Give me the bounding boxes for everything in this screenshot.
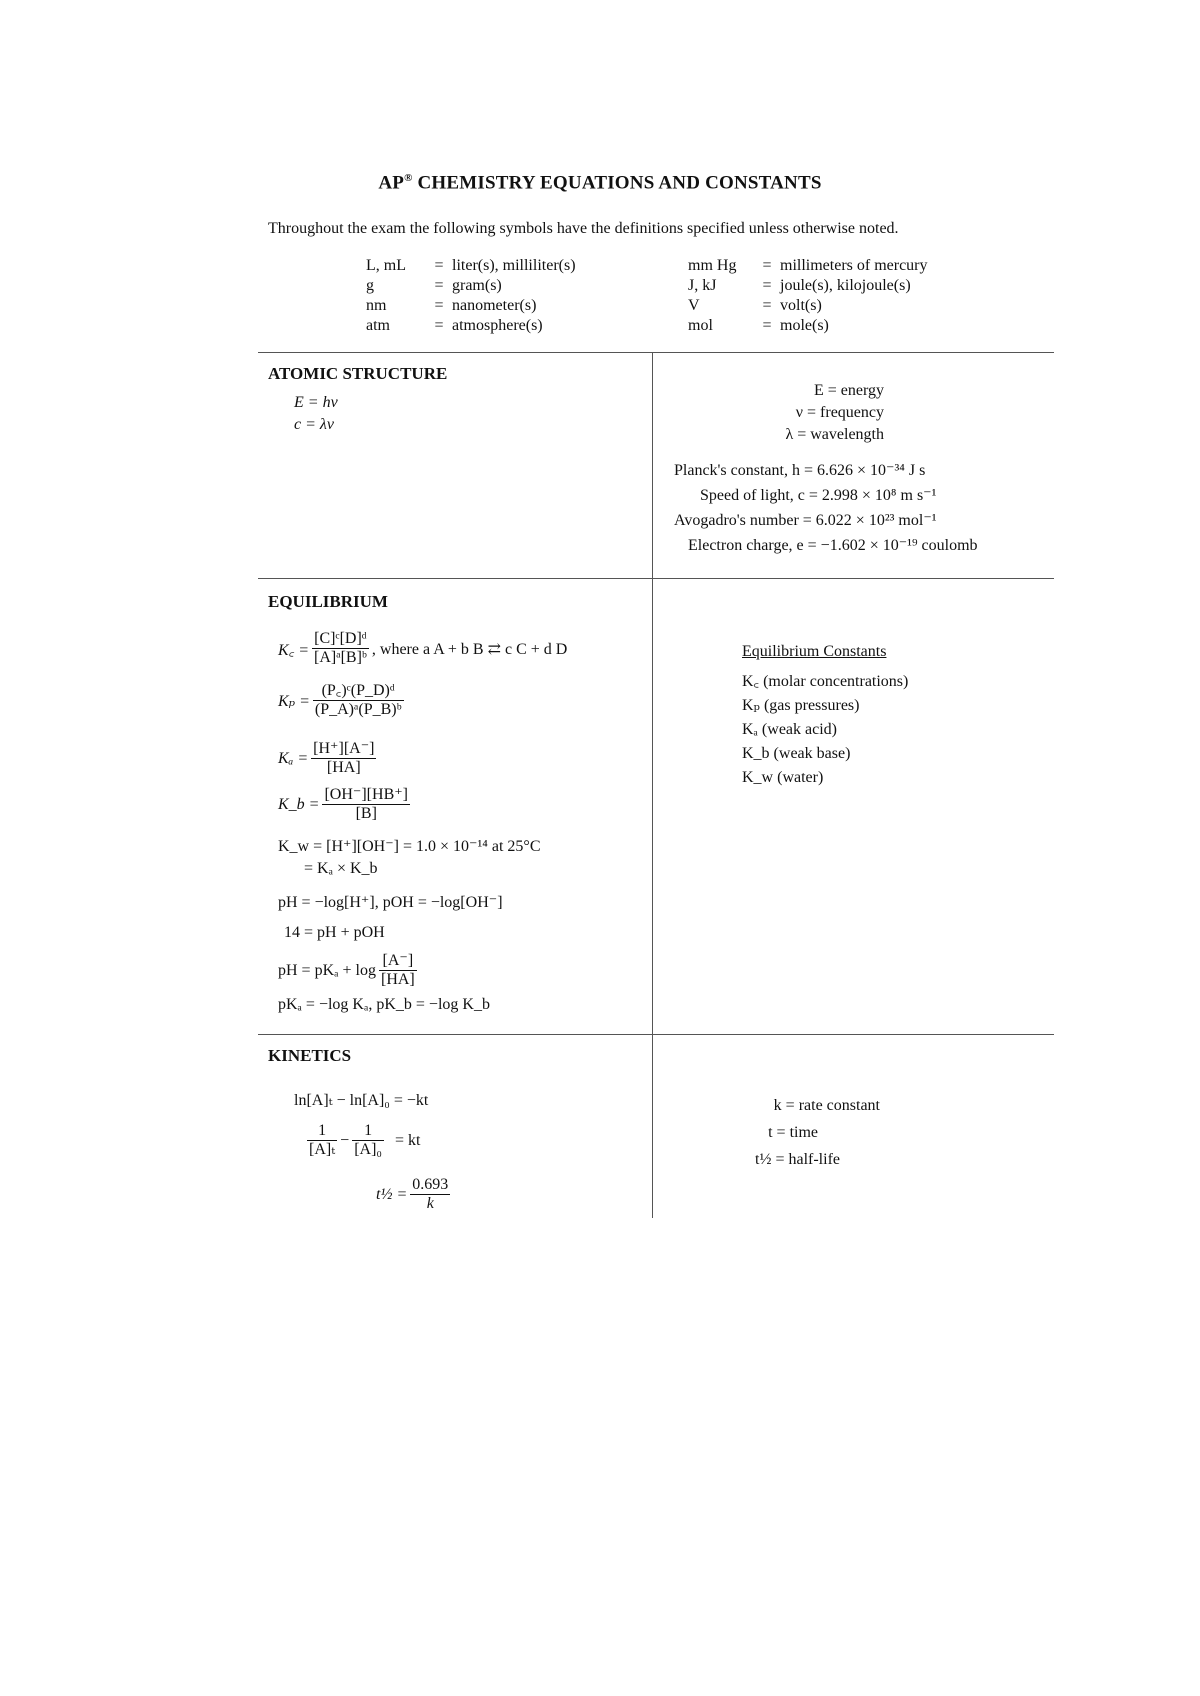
atomic-variables bbox=[764, 380, 884, 446]
def-meaning: millimeters of mercury bbox=[780, 257, 928, 274]
column-divider bbox=[652, 352, 653, 1218]
second-order-rhs: = kt bbox=[394, 1131, 421, 1149]
def-meaning: nanometer(s) bbox=[452, 297, 537, 314]
def-symbol: nm bbox=[366, 297, 387, 314]
definitions-left bbox=[366, 256, 576, 336]
equation-kw-product: = Kₐ × K_b bbox=[304, 860, 378, 877]
kc-reaction: , where a A + b B ⇄ c C + d D bbox=[371, 640, 568, 658]
equilibrium-constants-title: Equilibrium Constants bbox=[742, 643, 887, 660]
variable-energy: E = energy bbox=[813, 382, 884, 399]
definition-row bbox=[688, 316, 928, 336]
half-life-numerator: 0.693 bbox=[412, 1176, 449, 1193]
frac2-numerator: 1 bbox=[352, 1122, 384, 1141]
kb-numerator: [OH⁻][HB⁺] bbox=[324, 786, 409, 803]
def-meaning: gram(s) bbox=[452, 277, 502, 294]
variable-wavelength: λ = wavelength bbox=[785, 426, 884, 443]
kb-lhs: K_b = bbox=[278, 795, 320, 813]
half-life-fraction bbox=[410, 1176, 450, 1213]
equation-half-life bbox=[376, 1176, 453, 1213]
def-equals: = bbox=[762, 317, 772, 334]
definition-row bbox=[366, 276, 576, 296]
kp-numerator: (P꜀)ᶜ(P_D)ᵈ bbox=[313, 682, 404, 701]
def-meaning: mole(s) bbox=[780, 317, 829, 334]
def-equals: = bbox=[434, 317, 444, 334]
variable-time: t = time bbox=[768, 1124, 818, 1141]
constant-ka: Kₐ (weak acid) bbox=[742, 721, 837, 738]
henderson-denominator: [HA] bbox=[380, 971, 415, 988]
constant-kw: K_w (water) bbox=[742, 769, 824, 786]
equation-pka: pKₐ = −log Kₐ, pK_b = −log K_b bbox=[278, 996, 490, 1013]
henderson-numerator: [A⁻] bbox=[379, 952, 417, 971]
definitions-right bbox=[688, 256, 928, 336]
ka-denominator: [HA] bbox=[326, 759, 361, 776]
equation-second-order bbox=[304, 1122, 420, 1159]
second-order-fraction-1 bbox=[307, 1122, 337, 1159]
def-meaning: joule(s), kilojoule(s) bbox=[780, 277, 911, 294]
equation-kc bbox=[278, 630, 567, 667]
def-symbol: L, mL bbox=[366, 257, 406, 274]
registered-mark: ® bbox=[404, 172, 413, 184]
kp-denominator: (P_A)ᵃ(P_B)ᵇ bbox=[314, 701, 402, 718]
def-equals: = bbox=[434, 257, 444, 274]
def-meaning: atmosphere(s) bbox=[452, 317, 543, 334]
def-symbol: V bbox=[688, 297, 700, 314]
divider-equilibrium bbox=[258, 578, 1054, 579]
henderson-fraction bbox=[379, 952, 417, 989]
def-symbol: atm bbox=[366, 317, 390, 334]
constant-speed-of-light: Speed of light, c = 2.998 × 10⁸ m s⁻¹ bbox=[700, 487, 937, 504]
variable-rate-constant: k = rate constant bbox=[773, 1097, 880, 1114]
half-life-denominator: k bbox=[426, 1195, 434, 1212]
section-title-equilibrium: EQUILIBRIUM bbox=[268, 592, 388, 611]
def-equals: = bbox=[762, 257, 772, 274]
definition-row bbox=[366, 296, 576, 316]
kb-denominator: [B] bbox=[355, 805, 377, 822]
half-life-lhs: t½ = bbox=[376, 1185, 408, 1203]
def-symbol: g bbox=[366, 277, 374, 294]
constant-planck: Planck's constant, h = 6.626 × 10⁻³⁴ J s bbox=[674, 462, 926, 479]
divider-kinetics bbox=[258, 1034, 1054, 1035]
variable-frequency: ν = frequency bbox=[795, 404, 884, 421]
kp-lhs: Kₚ = bbox=[278, 692, 310, 710]
def-equals: = bbox=[434, 297, 444, 314]
constant-kb: K_b (weak base) bbox=[742, 745, 851, 762]
kc-denominator: [A]ᵃ[B]ᵇ bbox=[314, 649, 367, 666]
equation-energy: E = hν bbox=[294, 394, 338, 411]
intro-text: Throughout the exam the following symbols have the definitions specified unless otherwise noted. bbox=[268, 220, 899, 237]
def-symbol: mm Hg bbox=[688, 257, 737, 274]
kinetics-variables bbox=[730, 1092, 880, 1173]
ka-numerator: [H⁺][A⁻] bbox=[313, 740, 375, 757]
divider-atomic bbox=[258, 352, 1054, 353]
frac2-denominator: [A]₀ bbox=[354, 1141, 382, 1158]
second-order-fraction-2 bbox=[352, 1122, 384, 1159]
def-symbol: mol bbox=[688, 317, 713, 334]
constant-avogadro: Avogadro's number = 6.022 × 10²³ mol⁻¹ bbox=[674, 512, 937, 529]
section-title-atomic: ATOMIC STRUCTURE bbox=[268, 364, 448, 383]
kc-numerator: [C]ᶜ[D]ᵈ bbox=[312, 630, 369, 649]
definition-row bbox=[366, 316, 576, 336]
equation-ph-sum: 14 = pH + pOH bbox=[284, 924, 385, 941]
equation-kb bbox=[278, 786, 413, 823]
kp-fraction bbox=[313, 682, 404, 719]
equilibrium-constants-list bbox=[742, 640, 908, 790]
constant-electron-charge: Electron charge, e = −1.602 × 10⁻¹⁹ coulomb bbox=[688, 537, 978, 554]
def-equals: = bbox=[434, 277, 444, 294]
definition-row bbox=[688, 256, 928, 276]
equation-henderson bbox=[278, 952, 420, 989]
frac1-numerator: 1 bbox=[307, 1122, 337, 1141]
frac1-denominator: [A]ₜ bbox=[309, 1141, 336, 1158]
kb-fraction bbox=[322, 786, 410, 823]
equation-kp bbox=[278, 682, 407, 719]
def-meaning: liter(s), milliliter(s) bbox=[452, 257, 576, 274]
title-text: CHEMISTRY EQUATIONS AND CONSTANTS bbox=[417, 172, 822, 194]
def-equals: = bbox=[762, 277, 772, 294]
equation-kw: K_w = [H⁺][OH⁻] = 1.0 × 10⁻¹⁴ at 25°C bbox=[278, 838, 541, 855]
title-prefix: AP bbox=[378, 172, 405, 194]
ka-lhs: Kₐ = bbox=[278, 749, 309, 767]
def-symbol: J, kJ bbox=[688, 277, 717, 294]
equation-ph: pH = −log[H⁺], pOH = −log[OH⁻] bbox=[278, 894, 503, 911]
definition-row bbox=[688, 276, 928, 296]
kc-lhs: K꜀ = bbox=[278, 641, 310, 659]
variable-half-life: t½ = half-life bbox=[755, 1151, 840, 1168]
henderson-lhs: pH = pKₐ + log bbox=[278, 961, 376, 979]
section-title-kinetics: KINETICS bbox=[268, 1046, 352, 1065]
definition-row bbox=[366, 256, 576, 276]
page-title bbox=[0, 172, 1200, 194]
equation-ka bbox=[278, 740, 379, 777]
ka-fraction bbox=[311, 740, 376, 777]
def-equals: = bbox=[762, 297, 772, 314]
definition-row bbox=[688, 296, 928, 316]
equation-light: c = λν bbox=[294, 416, 334, 433]
constant-kp: Kₚ (gas pressures) bbox=[742, 697, 860, 714]
constant-kc: K꜀ (molar concentrations) bbox=[742, 673, 909, 690]
kc-fraction bbox=[312, 630, 369, 667]
atomic-constants bbox=[668, 458, 1028, 558]
second-order-minus: − bbox=[340, 1131, 350, 1149]
def-meaning: volt(s) bbox=[780, 297, 822, 314]
equation-first-order: ln[A]ₜ − ln[A]₀ = −kt bbox=[294, 1092, 429, 1109]
